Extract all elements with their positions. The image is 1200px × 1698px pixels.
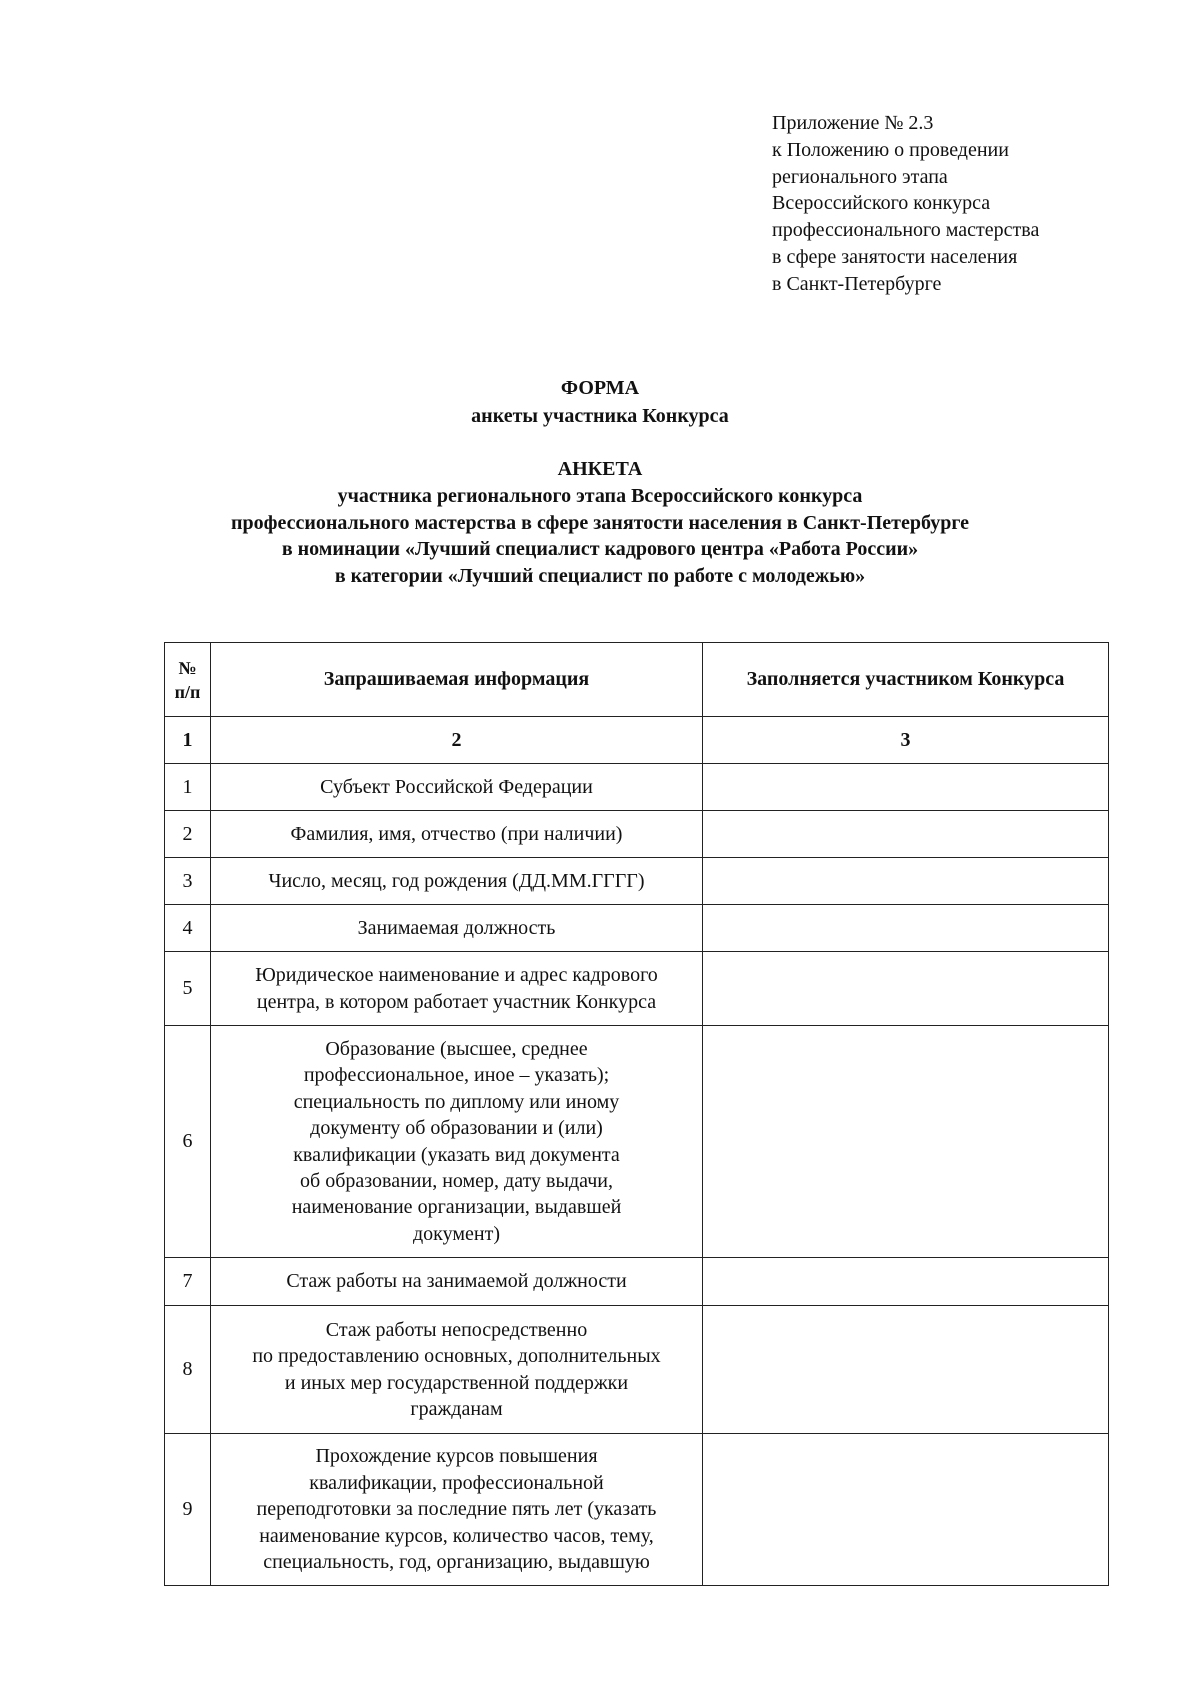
header-number: № п/п [165, 643, 211, 717]
form-title: ФОРМА [560, 377, 640, 399]
row-info: Стаж работы непосредственно по предоставлению основных, дополнительных и иных мер государственной поддержки гражданам [211, 1306, 703, 1434]
header-requested-info: Запрашиваемая информация [211, 643, 703, 717]
table-row [165, 1258, 1109, 1306]
questionnaire-title: АНКЕТА [557, 458, 643, 480]
table-row [165, 1026, 1109, 1258]
row-number: 2 [165, 811, 211, 858]
row-number: 8 [165, 1306, 211, 1434]
table-row [165, 858, 1109, 905]
annex-line: профессионального мастерства [772, 219, 1040, 242]
table-row [165, 1434, 1109, 1586]
table-row [165, 764, 1109, 811]
row-number: 9 [165, 1434, 211, 1586]
annex-reference [772, 110, 1172, 298]
row-number: 6 [165, 1026, 211, 1258]
questionnaire-heading [0, 456, 1200, 590]
annex-line: в сфере занятости населения [772, 245, 1018, 268]
table-index-row [165, 717, 1109, 764]
table-row [165, 905, 1109, 952]
annex-line: к Положению о проведении [772, 138, 1009, 161]
row-info: Фамилия, имя, отчество (при наличии) [211, 811, 703, 858]
row-answer-cell[interactable] [703, 811, 1109, 858]
row-info: Прохождение курсов повышения квалификации, профессиональной переподготовки за последние пять лет (указать наименование курсов, количество часов, тему, специальность, год, организацию, выдавшую [211, 1434, 703, 1586]
row-answer-cell[interactable] [703, 1026, 1109, 1258]
table-header-row [165, 643, 1109, 717]
form-heading [0, 374, 1200, 430]
table-row [165, 811, 1109, 858]
annex-line: Всероссийского конкурса [772, 192, 991, 215]
row-info: Стаж работы на занимаемой должности [211, 1258, 703, 1306]
index-cell: 2 [211, 717, 703, 764]
row-number: 7 [165, 1258, 211, 1306]
header-participant-fill: Заполняется участником Конкурса [703, 643, 1109, 717]
form-subtitle: анкеты участника Конкурса [471, 405, 729, 427]
row-number: 3 [165, 858, 211, 905]
questionnaire-subtitle-line: в номинации «Лучший специалист кадрового центра «Работа России» [281, 538, 919, 561]
row-info: Образование (высшее, среднее профессиональное, иное – указать); специальность по диплому или иному документу об образовании и (или) квалификации (указать вид документа об образовании, номер, дату выдачи, наименование организации, выдавшей документ) [211, 1026, 703, 1258]
row-answer-cell[interactable] [703, 858, 1109, 905]
row-number: 4 [165, 905, 211, 952]
index-cell: 3 [703, 717, 1109, 764]
row-answer-cell[interactable] [703, 1434, 1109, 1586]
annex-line: в Санкт-Петербурге [772, 272, 942, 295]
table-row [165, 952, 1109, 1026]
row-answer-cell[interactable] [703, 1258, 1109, 1306]
questionnaire-table [164, 642, 1109, 1586]
table-row [165, 1306, 1109, 1434]
row-answer-cell[interactable] [703, 952, 1109, 1026]
annex-line: Приложение № 2.3 [772, 112, 934, 134]
annex-line: регионального этапа [772, 165, 948, 188]
row-info: Субъект Российской Федерации [211, 764, 703, 811]
row-answer-cell[interactable] [703, 905, 1109, 952]
row-number: 5 [165, 952, 211, 1026]
questionnaire-subtitle-line: в категории «Лучший специалист по работе с молодежью» [334, 565, 866, 588]
questionnaire-subtitle-line: участника регионального этапа Всероссийского конкурса [337, 484, 863, 507]
row-info: Занимаемая должность [211, 905, 703, 952]
row-answer-cell[interactable] [703, 1306, 1109, 1434]
row-info: Юридическое наименование и адрес кадрового центра, в котором работает участник Конкурса [211, 952, 703, 1026]
row-answer-cell[interactable] [703, 764, 1109, 811]
index-cell: 1 [165, 717, 211, 764]
row-number: 1 [165, 764, 211, 811]
row-info: Число, месяц, год рождения (ДД.ММ.ГГГГ) [211, 858, 703, 905]
questionnaire-subtitle-line: профессионального мастерства в сфере занятости населения в Санкт-Петербурге [230, 511, 970, 534]
